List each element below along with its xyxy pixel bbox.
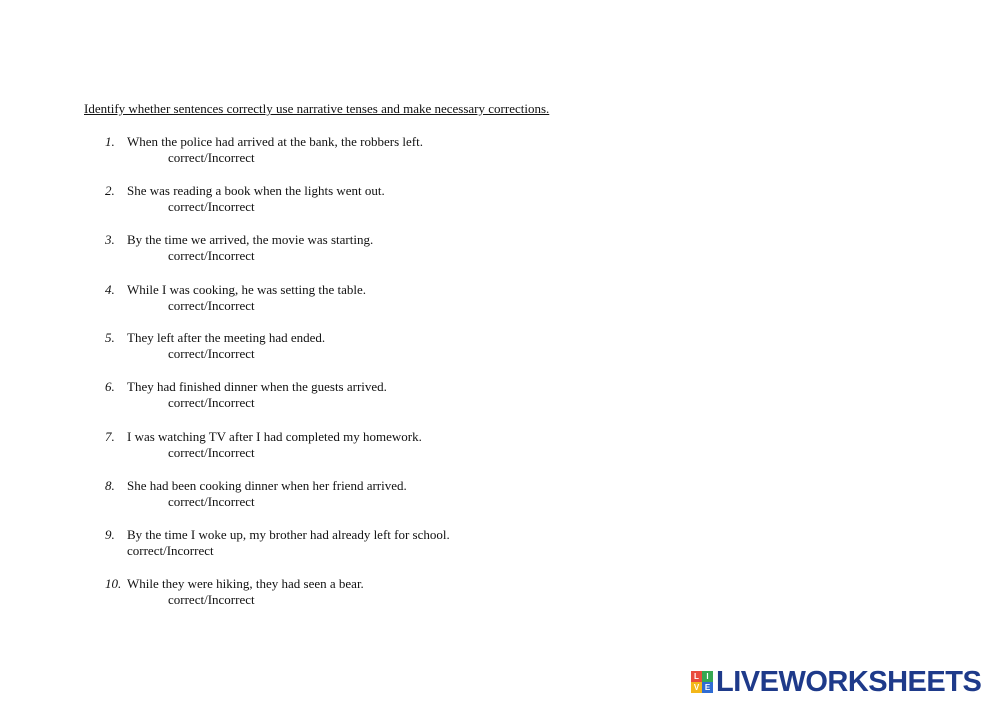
logo-square-i: I bbox=[702, 671, 713, 682]
question-sentence: She had been cooking dinner when her friend arrived. bbox=[127, 478, 407, 493]
question-item-10 bbox=[0, 576, 999, 610]
correct-incorrect-choice[interactable]: correct/Incorrect bbox=[168, 248, 255, 263]
correct-incorrect-choice[interactable]: correct/Incorrect bbox=[168, 395, 255, 410]
liveworksheets-logo bbox=[691, 667, 981, 697]
correct-incorrect-choice[interactable]: correct/Incorrect bbox=[127, 543, 214, 558]
question-number: 4. bbox=[105, 282, 115, 297]
logo-square-l: L bbox=[691, 671, 702, 682]
question-item-3 bbox=[0, 232, 999, 266]
liveworksheets-logo-text: LIVEWORKSHEETS bbox=[716, 665, 982, 698]
question-sentence: While I was cooking, he was setting the table. bbox=[127, 282, 366, 297]
question-sentence: She was reading a book when the lights went out. bbox=[127, 183, 385, 198]
question-number: 2. bbox=[105, 183, 115, 198]
correct-incorrect-choice[interactable]: correct/Incorrect bbox=[168, 298, 255, 313]
logo-square-v: V bbox=[691, 682, 702, 693]
question-sentence: While they were hiking, they had seen a bear. bbox=[127, 576, 364, 591]
question-item-4 bbox=[0, 282, 999, 316]
correct-incorrect-choice[interactable]: correct/Incorrect bbox=[168, 445, 255, 460]
question-item-6 bbox=[0, 379, 999, 413]
question-sentence: They left after the meeting had ended. bbox=[127, 330, 326, 345]
correct-incorrect-choice[interactable]: correct/Incorrect bbox=[168, 199, 255, 214]
question-number: 1. bbox=[105, 134, 115, 149]
question-number: 5. bbox=[105, 330, 115, 345]
question-item-7 bbox=[0, 429, 999, 463]
liveworksheets-logo-icon bbox=[691, 671, 713, 693]
question-number: 7. bbox=[105, 429, 115, 444]
logo-square-e: E bbox=[702, 682, 713, 693]
question-item-8 bbox=[0, 478, 999, 512]
question-sentence: I was watching TV after I had completed my homework. bbox=[127, 429, 422, 444]
question-item-5 bbox=[0, 330, 999, 364]
question-number: 8. bbox=[105, 478, 115, 493]
question-sentence: They had finished dinner when the guests arrived. bbox=[127, 379, 387, 394]
question-item-9 bbox=[0, 527, 999, 561]
question-number: 10. bbox=[105, 576, 122, 591]
question-item-2 bbox=[0, 183, 999, 217]
correct-incorrect-choice[interactable]: correct/Incorrect bbox=[168, 494, 255, 509]
question-number: 6. bbox=[105, 379, 115, 394]
question-sentence: When the police had arrived at the bank, the robbers left. bbox=[127, 134, 423, 149]
worksheet-instructions: Identify whether sentences correctly use narrative tenses and make necessary corrections. bbox=[84, 101, 550, 116]
correct-incorrect-choice[interactable]: correct/Incorrect bbox=[168, 592, 255, 607]
question-sentence: By the time we arrived, the movie was starting. bbox=[127, 232, 374, 247]
correct-incorrect-choice[interactable]: correct/Incorrect bbox=[168, 346, 255, 361]
correct-incorrect-choice[interactable]: correct/Incorrect bbox=[168, 150, 255, 165]
question-item-1 bbox=[0, 134, 999, 168]
question-sentence: By the time I woke up, my brother had already left for school. bbox=[127, 527, 450, 542]
question-number: 3. bbox=[105, 232, 115, 247]
question-number: 9. bbox=[105, 527, 115, 542]
